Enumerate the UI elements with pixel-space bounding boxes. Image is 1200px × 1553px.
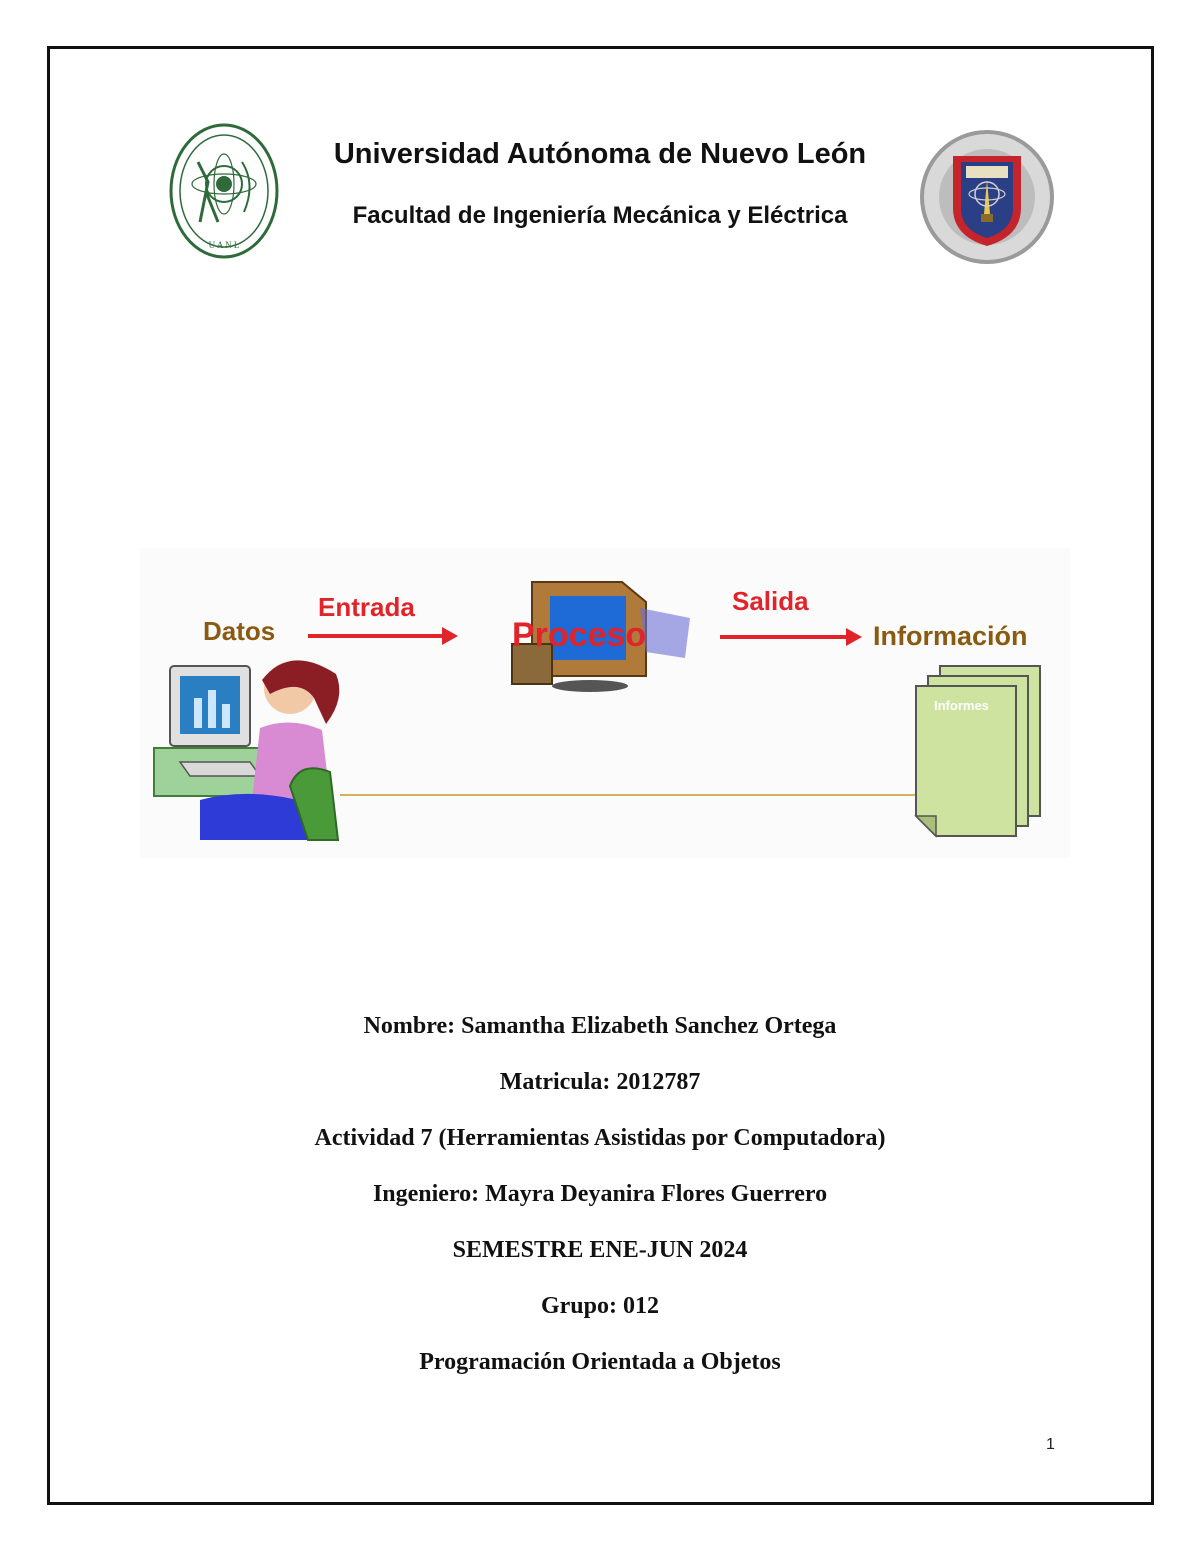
data-processing-diagram <box>140 548 1070 858</box>
student-id: Matricula: 2012787 <box>499 1069 701 1095</box>
instructor-name: Ingeniero: Mayra Deyanira Flores Guerrero <box>372 1181 828 1207</box>
page-number: 1 <box>1046 1436 1055 1453</box>
semester: SEMESTRE ENE-JUN 2024 <box>452 1237 748 1263</box>
proceso-label: Proceso <box>512 616 647 654</box>
datos-label: Datos <box>203 616 276 646</box>
informacion-label: Información <box>873 621 1028 651</box>
entrada-label: Entrada <box>318 592 415 622</box>
activity-title: Actividad 7 (Herramientas Asistidas por Computadora) <box>314 1125 886 1151</box>
fime-logo <box>168 122 280 260</box>
course-name: Programación Orientada a Objetos <box>419 1349 781 1375</box>
student-name: Nombre: Samantha Elizabeth Sanchez Ortega <box>363 1013 837 1039</box>
group: Grupo: 012 <box>540 1293 659 1319</box>
svg-text:U A N L: U A N L <box>208 240 240 250</box>
salida-label: Salida <box>732 586 809 616</box>
uanl-seal <box>918 128 1056 266</box>
informes-documents-illustration <box>916 666 1040 836</box>
faculty-title: Facultad de Ingeniería Mecánica y Eléctrica <box>352 202 848 229</box>
university-title: Universidad Autónoma de Nuevo León <box>333 138 867 170</box>
informes-label: Informes <box>934 698 989 713</box>
